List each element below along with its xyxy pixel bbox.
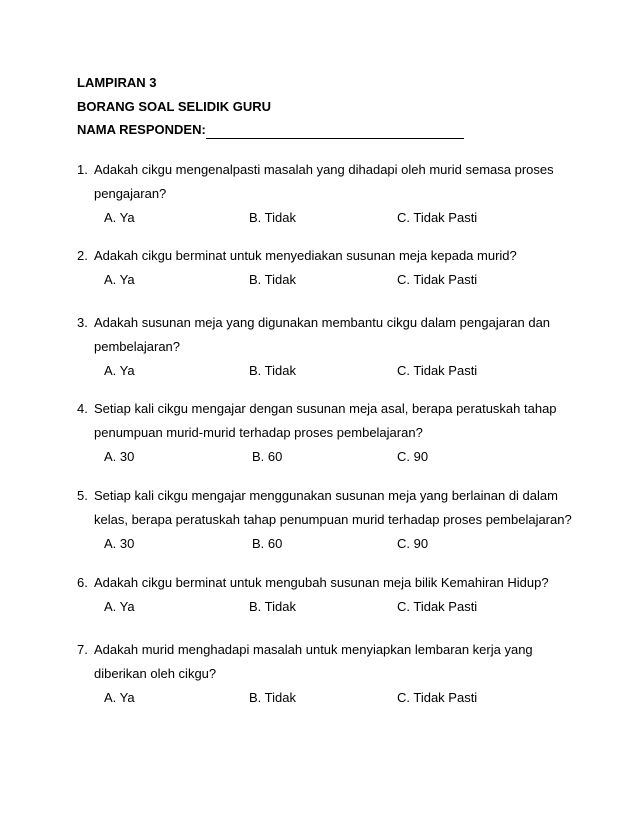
option-b: B. 60	[252, 536, 283, 551]
option-b: B. 60	[252, 449, 283, 464]
form-title: BORANG SOAL SELIDIK GURU	[77, 98, 272, 114]
question-number: 1.	[77, 162, 88, 177]
question-text: Adakah cikgu berminat untuk menyediakan susunan meja kepada murid?	[94, 248, 517, 263]
answer-options	[77, 690, 597, 708]
question-line	[77, 642, 597, 666]
question-4	[77, 401, 597, 467]
question-7	[77, 642, 597, 708]
question-3	[77, 315, 597, 381]
option-b: B. Tidak	[249, 272, 296, 287]
respondent-name-row	[77, 121, 464, 145]
option-a: A. Ya	[104, 363, 135, 378]
option-a: A. Ya	[104, 210, 135, 225]
question-line	[77, 512, 597, 536]
option-b: B. Tidak	[249, 363, 296, 378]
answer-options	[77, 363, 597, 381]
question-number: 7.	[77, 642, 88, 657]
option-c: C. Tidak Pasti	[397, 690, 478, 705]
option-c: C. Tidak Pasti	[397, 272, 478, 287]
question-line	[77, 425, 597, 449]
option-c: C. 90	[397, 449, 429, 464]
question-text: kelas, berapa peratuskah tahap penumpuan murid terhadap proses pembelajaran?	[94, 512, 572, 527]
respondent-name-label: NAMA RESPONDEN:	[77, 122, 206, 137]
option-c: C. Tidak Pasti	[397, 210, 478, 225]
question-6	[77, 575, 597, 617]
option-a: A. 30	[104, 449, 135, 464]
question-line	[77, 488, 597, 512]
question-text: Setiap kali cikgu mengajar menggunakan susunan meja yang berlainan di dalam	[94, 488, 558, 503]
option-b: B. Tidak	[249, 599, 296, 614]
question-number: 6.	[77, 575, 88, 590]
question-text: Adakah cikgu mengenalpasti masalah yang dihadapi oleh murid semasa proses	[94, 162, 554, 177]
option-c: C. Tidak Pasti	[397, 599, 478, 614]
option-a: A. Ya	[104, 599, 135, 614]
question-text: diberikan oleh cikgu?	[94, 666, 217, 681]
question-text: Adakah cikgu berminat untuk mengubah susunan meja bilik Kemahiran Hidup?	[94, 575, 549, 590]
question-line	[77, 162, 597, 186]
question-text: pembelajaran?	[94, 339, 181, 354]
question-number: 5.	[77, 488, 88, 503]
option-b: B. Tidak	[249, 210, 296, 225]
answer-options	[77, 536, 597, 554]
question-line	[77, 575, 597, 599]
question-text: Adakah murid menghadapi masalah untuk menyiapkan lembaran kerja yang	[94, 642, 533, 657]
question-text: Adakah susunan meja yang digunakan membantu cikgu dalam pengajaran dan	[94, 315, 551, 330]
question-text: penumpuan murid-murid terhadap proses pembelajaran?	[94, 425, 423, 440]
question-text: Setiap kali cikgu mengajar dengan susunan meja asal, berapa peratuskah tahap	[94, 401, 557, 416]
question-2	[77, 248, 597, 290]
question-number: 4.	[77, 401, 88, 416]
question-1	[77, 162, 597, 228]
question-line	[77, 666, 597, 690]
option-c: C. Tidak Pasti	[397, 363, 478, 378]
option-b: B. Tidak	[249, 690, 296, 705]
answer-options	[77, 599, 597, 617]
appendix-label: LAMPIRAN 3	[77, 75, 157, 90]
option-c: C. 90	[397, 536, 429, 551]
answer-options	[77, 449, 597, 467]
header	[77, 74, 464, 145]
respondent-name-blank	[206, 123, 464, 139]
question-line	[77, 186, 597, 210]
question-line	[77, 315, 597, 339]
question-number: 3.	[77, 315, 88, 330]
answer-options	[77, 272, 597, 290]
question-line	[77, 401, 597, 425]
question-line	[77, 339, 597, 363]
option-a: A. Ya	[104, 690, 135, 705]
option-a: A. 30	[104, 536, 135, 551]
question-text: pengajaran?	[94, 186, 167, 201]
answer-options	[77, 210, 597, 228]
question-number: 2.	[77, 248, 88, 263]
option-a: A. Ya	[104, 272, 135, 287]
question-line	[77, 248, 597, 272]
question-5	[77, 488, 597, 554]
